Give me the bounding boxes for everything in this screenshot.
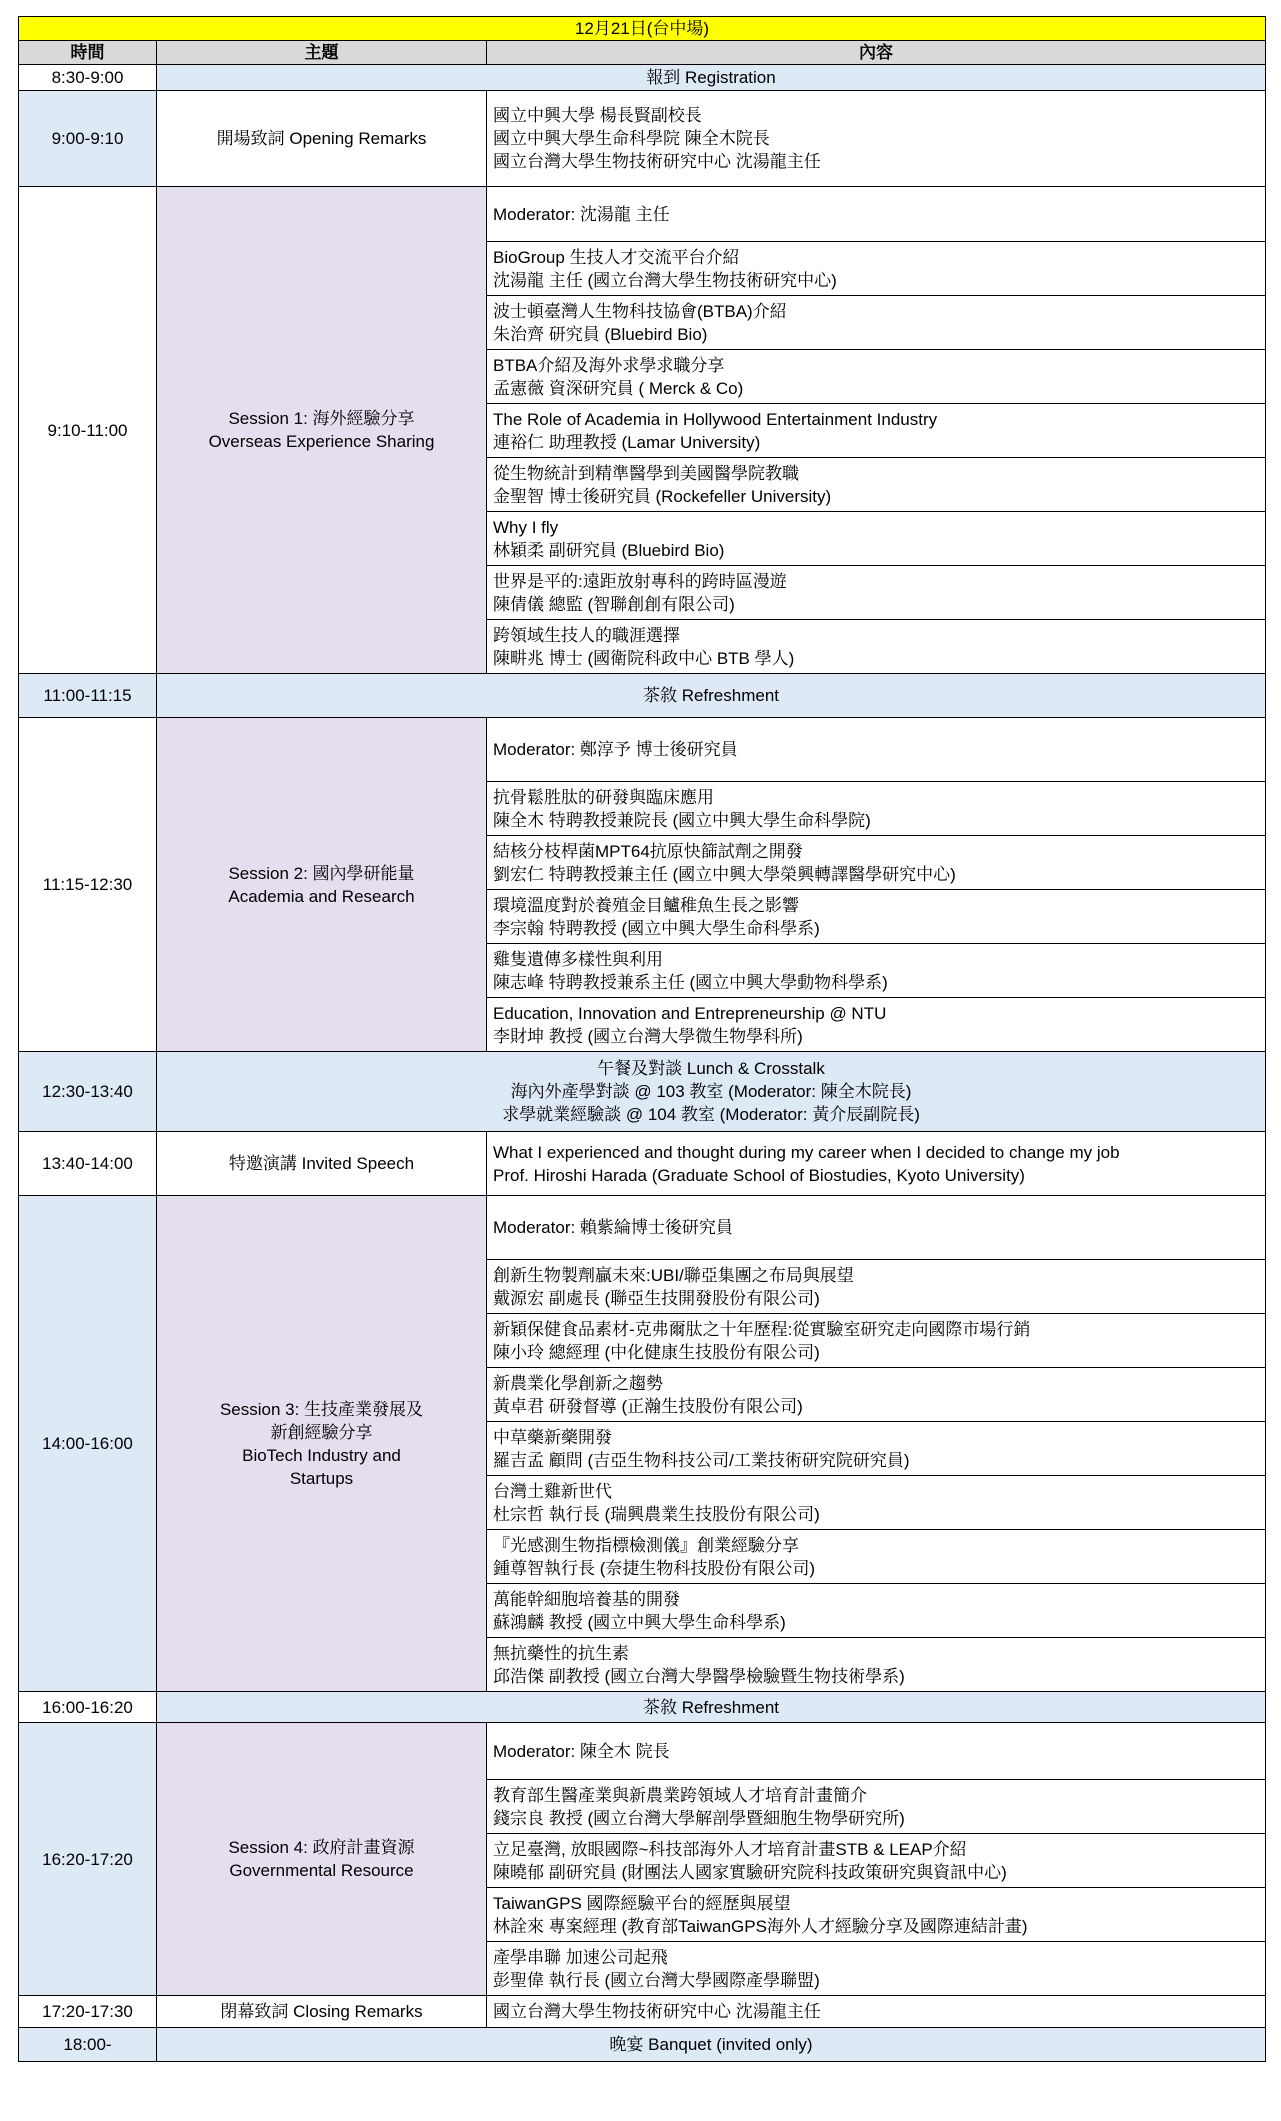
- topic-cell: 閉幕致詞 Closing Remarks: [157, 1996, 487, 2028]
- break1-row: [19, 674, 1266, 718]
- talk-speaker: 錢宗良 教授 (國立台灣大學解剖學暨細胞生物學研究所): [493, 1808, 905, 1828]
- date-title: 12月21日(台中場): [19, 17, 1266, 41]
- header-topic: 主題: [157, 41, 487, 65]
- topic-cell: [157, 187, 487, 674]
- talk-speaker: 陳全木 特聘教授兼院長 (國立中興大學生命科學院): [493, 810, 871, 830]
- topic-line: Session 2: 國內學研能量: [228, 863, 415, 883]
- time-cell: 9:00-9:10: [19, 91, 157, 187]
- talk-cell: [487, 242, 1266, 296]
- talk-cell: [487, 458, 1266, 512]
- talk-speaker: 林詮來 專案經理 (教育部TaiwanGPS海外人才經驗分享及國際連結計畫): [493, 1916, 1028, 1936]
- talk-cell: [487, 512, 1266, 566]
- talk-speaker: 李宗翰 特聘教授 (國立中興大學生命科學系): [493, 918, 820, 938]
- talk-title: 跨領域生技人的職涯選擇: [493, 625, 680, 645]
- talk-cell: [487, 944, 1266, 998]
- talk-cell: [487, 1780, 1266, 1834]
- break-text: 茶敘 Refreshment: [157, 1692, 1266, 1723]
- talk-title: BTBA介紹及海外求學求職分享: [493, 355, 725, 375]
- talk-speaker: 朱治齊 研究員 (Bluebird Bio): [493, 324, 708, 344]
- talk-cell: [487, 1422, 1266, 1476]
- talk-speaker: 陳畊兆 博士 (國衛院科政中心 BTB 學人): [493, 648, 795, 668]
- talk-cell: [487, 890, 1266, 944]
- content-line: 國立台灣大學生物技術研究中心 沈湯龍主任: [493, 152, 821, 171]
- talk-cell: [487, 998, 1266, 1052]
- talk-title: 『光感測生物指標檢測儀』創業經驗分享: [493, 1535, 799, 1555]
- registration-row: [19, 65, 1266, 91]
- talk-cell: [487, 350, 1266, 404]
- talk-speaker: 陳小玲 總經理 (中化健康生技股份有限公司): [493, 1342, 820, 1362]
- session1-moderator-row: [19, 187, 1266, 242]
- time-cell: 11:15-12:30: [19, 718, 157, 1052]
- talk-cell: [487, 836, 1266, 890]
- lunch-line: 海內外產學對談 @ 103 教室 (Moderator: 陳全木院長): [510, 1082, 912, 1101]
- talk-cell: [487, 1888, 1266, 1942]
- time-cell: 16:00-16:20: [19, 1692, 157, 1723]
- talk-speaker: 蘇鴻麟 教授 (國立中興大學生命科學系): [493, 1612, 786, 1632]
- lunch-line: 求學就業經驗談 @ 104 教室 (Moderator: 黃介辰副院長): [502, 1105, 920, 1124]
- content-cell: [487, 91, 1266, 187]
- talk-cell: [487, 1638, 1266, 1692]
- topic-line: Session 1: 海外經驗分享: [228, 409, 415, 428]
- lunch-row: [19, 1052, 1266, 1132]
- talk-title: 環境溫度對於養殖金目鱸稚魚生長之影響: [493, 895, 799, 915]
- talk-title: The Role of Academia in Hollywood Entertainment Industry: [493, 409, 938, 429]
- talk-title: 波士頓臺灣人生物科技協會(BTBA)介紹: [493, 301, 787, 321]
- talk-title: 無抗藥性的抗生素: [493, 1643, 629, 1663]
- time-cell: 12:30-13:40: [19, 1052, 157, 1132]
- time-cell: 18:00-: [19, 2028, 157, 2062]
- talk-cell: [487, 404, 1266, 458]
- talk-cell: [487, 566, 1266, 620]
- talk-cell: [487, 1476, 1266, 1530]
- talk-speaker: 林穎柔 副研究員 (Bluebird Bio): [493, 540, 725, 560]
- session2-moderator-row: [19, 718, 1266, 782]
- moderator-cell: Moderator: 鄭淳予 博士後研究員: [487, 718, 1266, 782]
- talk-title: BioGroup 生技人才交流平台介紹: [493, 247, 740, 267]
- talk-title: 教育部生醫產業與新農業跨領域人才培育計畫簡介: [493, 1785, 867, 1805]
- talk-title: 從生物統計到精準醫學到美國醫學院教職: [493, 463, 799, 483]
- break-text: 茶敘 Refreshment: [157, 674, 1266, 718]
- topic-line: Overseas Experience Sharing: [208, 432, 435, 451]
- session3-moderator-row: [19, 1196, 1266, 1260]
- header-time: 時間: [19, 41, 157, 65]
- invited-row: [19, 1132, 1266, 1196]
- topic-cell: 特邀演講 Invited Speech: [157, 1132, 487, 1196]
- title-row: [19, 17, 1266, 41]
- topic-line: Governmental Resource: [229, 1861, 414, 1880]
- talk-cell: [487, 1260, 1266, 1314]
- talk-speaker: 連裕仁 助理教授 (Lamar University): [493, 432, 761, 452]
- talk-title: Why I fly: [493, 517, 559, 537]
- time-cell: 11:00-11:15: [19, 674, 157, 718]
- talk-cell: [487, 1834, 1266, 1888]
- talk-speaker: 孟憲薇 資深研究員 ( Merck & Co): [493, 378, 744, 398]
- talk-speaker: 黃卓君 研發督導 (正瀚生技股份有限公司): [493, 1396, 803, 1416]
- time-cell: 13:40-14:00: [19, 1132, 157, 1196]
- moderator-cell: Moderator: 陳全木 院長: [487, 1723, 1266, 1780]
- topic-cell: [157, 1196, 487, 1692]
- schedule-table: [18, 16, 1266, 2062]
- header-content: 內容: [487, 41, 1266, 65]
- talk-title: 萬能幹細胞培養基的開發: [493, 1589, 680, 1609]
- talk-speaker: 沈湯龍 主任 (國立台灣大學生物技術研究中心): [493, 270, 837, 290]
- header-row: [19, 41, 1266, 65]
- topic-cell: [157, 1723, 487, 1996]
- talk-speaker: 陳曉郁 副研究員 (財團法人國家實驗研究院科技政策研究與資訊中心): [493, 1862, 1007, 1882]
- topic-line: BioTech Industry and: [242, 1445, 401, 1465]
- talk-title: 新農業化學創新之趨勢: [493, 1373, 663, 1393]
- talk-title: 新穎保健食品素材-克弗爾肽之十年歷程:從實驗室研究走向國際市場行銷: [493, 1319, 1031, 1339]
- topic-line: Academia and Research: [228, 886, 415, 906]
- talk-speaker: 金聖智 博士後研究員 (Rockefeller University): [493, 486, 832, 506]
- session4-moderator-row: [19, 1723, 1266, 1780]
- talk-speaker: 羅吉孟 顧問 (吉亞生物科技公司/工業技術研究院研究員): [493, 1450, 910, 1470]
- talk-speaker: 彭聖偉 執行長 (國立台灣大學國際產學聯盟): [493, 1970, 820, 1990]
- talk-speaker: 陳志峰 特聘教授兼系主任 (國立中興大學動物科學系): [493, 972, 888, 992]
- talk-cell: [487, 1942, 1266, 1996]
- talk-title: 台灣土雞新世代: [493, 1481, 612, 1501]
- moderator-cell: Moderator: 沈湯龍 主任: [487, 187, 1266, 242]
- talk-speaker: 劉宏仁 特聘教授兼主任 (國立中興大學榮興轉譯醫學研究中心): [493, 864, 956, 884]
- talk-title: 世界是平的:遠距放射專科的跨時區漫遊: [493, 571, 787, 591]
- time-cell: 16:20-17:20: [19, 1723, 157, 1996]
- talk-cell: [487, 782, 1266, 836]
- talk-title: Education, Innovation and Entrepreneurship @ NTU: [493, 1003, 887, 1023]
- talk-title: TaiwanGPS 國際經驗平台的經歷與展望: [493, 1893, 791, 1913]
- content-line: 國立中興大學生命科學院 陳全木院長: [493, 129, 770, 148]
- topic-line: 新創經驗分享: [270, 1422, 373, 1442]
- talk-cell: [487, 620, 1266, 674]
- time-cell: 14:00-16:00: [19, 1196, 157, 1692]
- talk-speaker: Prof. Hiroshi Harada (Graduate School of Biostudies, Kyoto University): [493, 1165, 1025, 1185]
- talk-title: 產學串聯 加速公司起飛: [493, 1947, 668, 1967]
- talk-title: 中草藥新藥開發: [493, 1427, 612, 1447]
- talk-title: What I experienced and thought during my career when I decided to change my job: [493, 1142, 1120, 1162]
- talk-title: 抗骨鬆胜肽的研發與臨床應用: [493, 787, 714, 807]
- time-cell: 8:30-9:00: [19, 65, 157, 91]
- talk-speaker: 鍾尊智執行長 (奈捷生物科技股份有限公司): [493, 1558, 816, 1578]
- closing-row: [19, 1996, 1266, 2028]
- talk-cell: [487, 1584, 1266, 1638]
- talk-cell: [487, 1314, 1266, 1368]
- talk-cell: [487, 296, 1266, 350]
- content-line: 國立中興大學 楊長賢副校長: [493, 106, 702, 125]
- content-cell: [487, 1132, 1266, 1196]
- talk-cell: [487, 1530, 1266, 1584]
- talk-speaker: 李財坤 教授 (國立台灣大學微生物學科所): [493, 1026, 803, 1046]
- break2-row: [19, 1692, 1266, 1723]
- talk-speaker: 陳倩儀 總監 (智聯創創有限公司): [493, 594, 735, 614]
- topic-cell: [157, 718, 487, 1052]
- topic-line: Startups: [289, 1468, 354, 1488]
- talk-speaker: 戴源宏 副處長 (聯亞生技開發股份有限公司): [493, 1288, 820, 1308]
- topic-line: Session 4: 政府計畫資源: [228, 1838, 415, 1857]
- talk-title: 立足臺灣, 放眼國際~科技部海外人才培育計畫STB & LEAP介紹: [493, 1839, 967, 1859]
- time-cell: 9:10-11:00: [19, 187, 157, 674]
- moderator-cell: Moderator: 賴紫綸博士後研究員: [487, 1196, 1266, 1260]
- content-cell: 國立台灣大學生物技術研究中心 沈湯龍主任: [487, 1996, 1266, 2028]
- registration-text: 報到 Registration: [157, 65, 1266, 91]
- talk-title: 雞隻遺傳多樣性與利用: [493, 949, 663, 969]
- banquet-row: [19, 2028, 1266, 2062]
- topic-line: Session 3: 生技產業發展及: [219, 1399, 424, 1419]
- lunch-cell: [157, 1052, 1266, 1132]
- banquet-text: 晚宴 Banquet (invited only): [157, 2028, 1266, 2062]
- talk-speaker: 邱浩傑 副教授 (國立台灣大學醫學檢驗暨生物技術學系): [493, 1666, 905, 1686]
- topic-cell: 開場致詞 Opening Remarks: [157, 91, 487, 187]
- talk-title: 結核分枝桿菌MPT64抗原快篩試劑之開發: [493, 841, 803, 861]
- talk-cell: [487, 1368, 1266, 1422]
- talk-speaker: 杜宗哲 執行長 (瑞興農業生技股份有限公司): [493, 1504, 820, 1524]
- opening-row: [19, 91, 1266, 187]
- time-cell: 17:20-17:30: [19, 1996, 157, 2028]
- lunch-line: 午餐及對談 Lunch & Crosstalk: [597, 1059, 825, 1078]
- talk-title: 創新生物製劑贏未來:UBI/聯亞集團之布局與展望: [493, 1265, 854, 1285]
